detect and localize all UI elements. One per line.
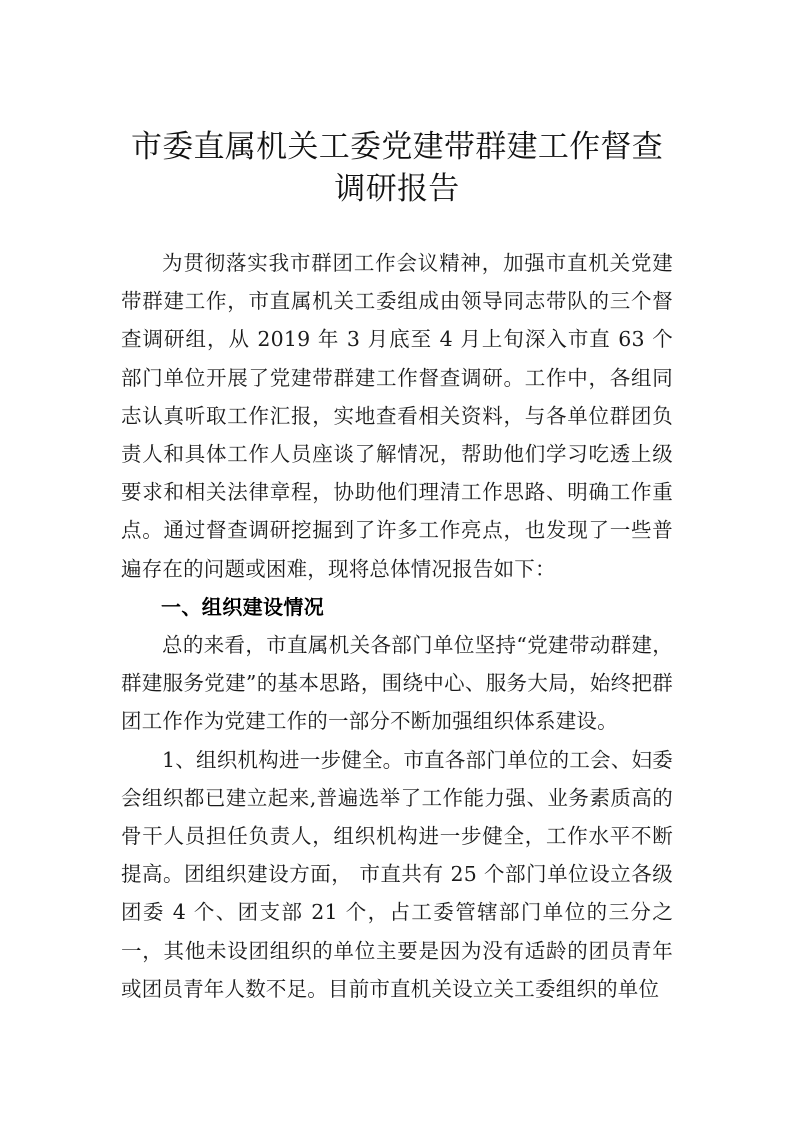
paragraph-intro: 为贯彻落实我市群团工作会议精神，加强市直机关党建带群建工作，市直属机关工委组成由领导同志带队的三个督查调研组，从 2019 年 3 月底至 4 月上旬深入市直 63 个部门单位开展了党建带群建工作督查调研。工作中，各组同志认真听取工作汇报，实地查看相关资料，与各单位群团负责人和具体工作人员座谈了解情况，帮助他们学习吃透上级要求和相关法律章程，协助他们理清工作思路、明确工作重点。通过督查调研挖掘到了许多工作亮点，也发现了一些普遍存在的问题或困难，现将总体情况报告如下： — [121, 251, 673, 581]
page-title: 市委直属机关工委党建带群建工作督查调研报告 — [130, 129, 664, 207]
paragraph-section-1-overview: 总的来看，市直属机关各部门单位坚持“党建带动群建，群建服务党建”的基本思路，围绕中心、服务大局，始终把群团工作作为党建工作的一部分不断加强组织体系建设。 — [121, 633, 673, 734]
section-heading-organization-building: 一、组织建设情况 — [161, 594, 325, 619]
document-content — [121, 0, 673, 1008]
paragraph-item-1: 1、组织机构进一步健全。市直各部门单位的工会、妇委会组织都已建立起来,普遍选举了工作能力强、业务素质高的骨干人员担任负责人，组织机构进一步健全，工作水平不断提高。团组织建设方面， 市直共有 25 个部门单位设立各级团委 4 个、团支部 21 个，占工委管辖部门单位的三分之一，其他未设团组织的单位主要是因为没有适龄的团员青年或团员青年人数不足。目前市直机关设立关工委组织的单位 — [121, 747, 673, 1001]
